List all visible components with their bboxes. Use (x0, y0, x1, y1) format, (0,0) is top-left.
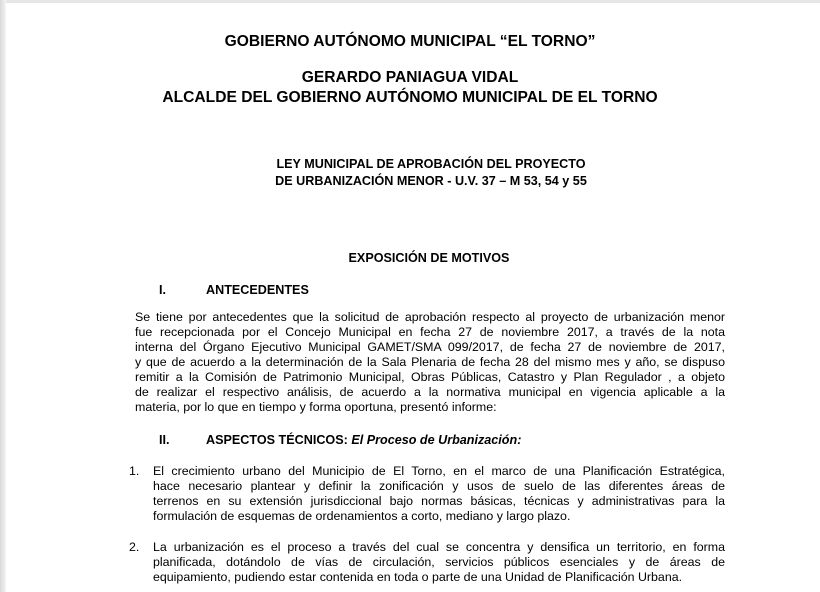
section-2-number: II. (159, 433, 170, 447)
paragraph-line: formulación de esquemas de ordenamientos a corto, mediano y largo plazo. (153, 509, 571, 523)
paragraph-line: remitir a la Comisión de Patrimonio Municipal, Obras Públicas, Catastro y Plan Regulador , a objeto (135, 370, 725, 384)
paragraph-line: de realizar el respectivo análisis, de acuerdo a la normativa municipal en vigencia aplicable a la (135, 385, 725, 399)
paragraph-line: planificada, dotándolo de vías de circulación, servicios públicos esenciales y de áreas de (153, 555, 725, 569)
section-2-title: ASPECTOS TÉCNICOS: (206, 433, 348, 447)
item-2-number: 2. (129, 540, 140, 554)
section-2-heading (206, 433, 521, 448)
section-2-subtitle: El Proceso de Urbanización: (351, 433, 522, 447)
law-title-line-1: LEY MUNICIPAL DE APROBACIÓN DEL PROYECTO (276, 157, 586, 171)
mayor-title: ALCALDE DEL GOBIERNO AUTÓNOMO MUNICIPAL DE EL TORNO (162, 89, 658, 106)
paragraph-line: fue recepcionada por el Concejo Municipal en fecha 27 de noviembre 2017, a través de la nota (135, 325, 725, 339)
paragraph-line: La urbanización es el proceso a través del cual se concentra y densifica un territorio, en forma (153, 540, 725, 554)
item-2-paragraph (153, 540, 725, 585)
paragraph-line: terrenos en su extensión jurisdiccional bajo normas básicas, técnicas y administrativas para la (153, 494, 725, 508)
government-heading: GOBIERNO AUTÓNOMO MUNICIPAL “EL TORNO” (224, 33, 596, 50)
item-1-number: 1. (129, 464, 140, 478)
paragraph-line: hace necesario plantear y definir la zonificación y usos de suelo de las diferentes áreas de (153, 479, 725, 493)
paragraph-line: El crecimiento urbano del Municipio de El Torno, en el marco de una Planificación Estratégica, (153, 464, 725, 478)
section-1-number: I. (159, 283, 166, 297)
item-1-paragraph (153, 464, 725, 524)
exposition-heading: EXPOSICIÓN DE MOTIVOS (348, 251, 510, 265)
section-1-paragraph (135, 310, 725, 415)
law-title-line-2: DE URBANIZACIÓN MENOR - U.V. 37 – M 53, 54 y 55 (275, 174, 587, 188)
paragraph-line: y que de acuerdo a la determinación de la Sala Plenaria de fecha 28 del mismo mes y año, se dispuso (135, 355, 725, 369)
paragraph-line: interna del Órgano Ejecutivo Municipal GAMET/SMA 099/2017, de fecha 27 de noviembre de 2017, (135, 340, 725, 354)
section-1-title: ANTECEDENTES (206, 283, 309, 297)
paragraph-line: Se tiene por antecedentes que la solicitud de aprobación respecto al proyecto de urbanización menor (135, 310, 725, 324)
paragraph-line: materia, por lo que en tiempo y forma oportuna, presentó informe: (135, 400, 497, 414)
mayor-name: GERARDO PANIAGUA VIDAL (301, 69, 519, 86)
paragraph-line: equipamiento, pudiendo estar contenida en toda o parte de una Unidad de Planificación Urbana. (153, 570, 683, 584)
